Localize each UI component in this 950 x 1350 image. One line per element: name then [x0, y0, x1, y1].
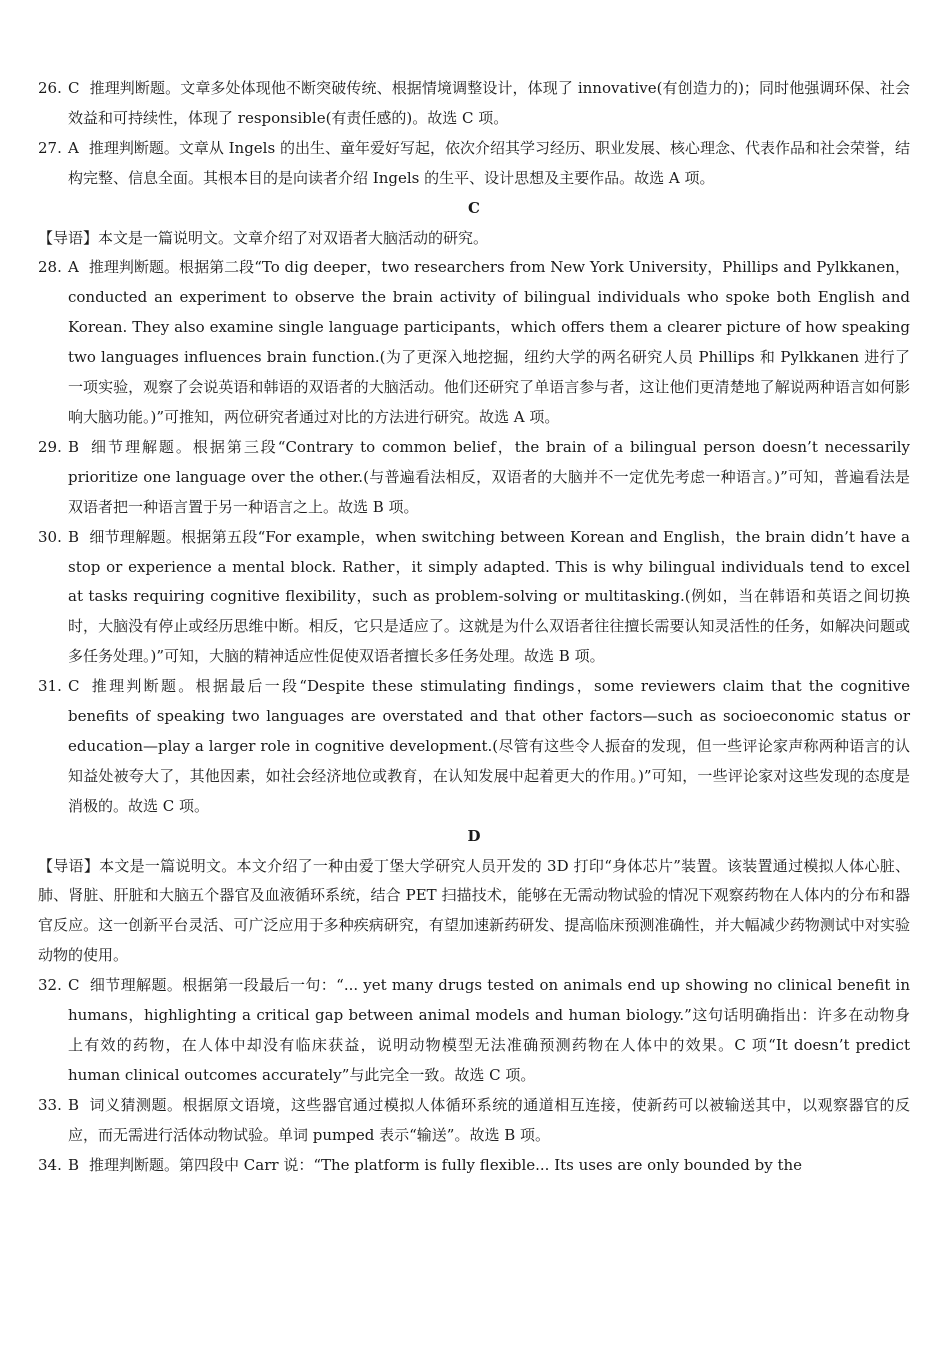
- intro-tag: 【导语】: [38, 228, 99, 247]
- explanation-text: 推理判断题。根据第二段“To dig deeper，two researchers from New York University，Phillips and Pylkkanen，conducted an experiment to observe the brain activity of bilingual individuals who spoke both English and Korean. They also examine single language participants，which offers them a clearer picture of how speaking two languages influences brain function.(为了更深入地挖掘，纽约大学的两名研究人员 Phillips 和 Pylkkanen 进行了一项实验，观察了会说英语和韩语的双语者的大脑活动。他们还研究了单语言参与者，这让他们更清楚地了解说两种语言如何影响大脑功能。)”可推知，两位研究者通过对比的方法进行研究。故选 A 项。: [68, 258, 910, 426]
- question-explanation: [38, 672, 910, 822]
- question-number: 26.: [38, 79, 62, 97]
- question-number: 30.: [38, 527, 62, 546]
- section-heading: C: [468, 198, 480, 217]
- answer-letter: B: [68, 1095, 80, 1114]
- explanation-text: 推理判断题。第四段中 Carr 说：“The platform is fully flexible... Its uses are only bounded by the: [89, 1155, 803, 1174]
- question-explanation: [38, 523, 910, 673]
- question-number: 27.: [38, 138, 62, 157]
- question-number: 28.: [38, 258, 62, 277]
- answer-letter: C: [68, 677, 80, 696]
- answer-letter: C: [68, 79, 80, 97]
- section-heading: D: [467, 826, 481, 845]
- explanation-text: 细节理解题。根据第一段最后一句：“... yet many drugs tested on animals end up showing no clinical benefit in humans，highlighting a critical gap between animal models and human biology.”这句话明确指出：许多在动物身上有效的药物，在人体中却没有临床获益，说明动物模型无法准确预测药物在人体中的效果。C 项“It doesn’t predict human clinical outcomes accurately”与此完全一致。故选 C 项。: [68, 976, 910, 1084]
- intro-text: 本文是一篇说明文。本文介绍了一种由爱丁堡大学研究人员开发的 3D 打印“身体芯片”装置。该装置通过模拟人体心脏、肺、肾脏、肝脏和大脑五个器官及血液循环系统，结合 PET 扫描技术，能够在无需动物试验的情况下观察药物在人体内的分布和器官反应。这一创新平台灵活、可广泛应用于多种疾病研究，有望加速新药研发、提高临床预测准确性，并大幅减少药物测试中对实验动物的使用。: [38, 856, 910, 965]
- answer-letter: B: [68, 437, 80, 456]
- answer-letter: A: [68, 138, 79, 157]
- answer-letter: B: [68, 527, 80, 546]
- question-explanation: [38, 1091, 910, 1151]
- answer-letter: B: [68, 1155, 80, 1174]
- passage-intro: [38, 852, 910, 972]
- question-explanation: [38, 134, 910, 194]
- question-explanation: [38, 253, 910, 432]
- explanation-text: 细节理解题。根据第三段“Contrary to common belief，the brain of a bilingual person doesn’t necessarily prioritize one language over the other.(与普遍看法相反，双语者的大脑并不一定优先考虑一种语言。)”可知，普遍看法是双语者把一种语言置于另一种语言之上。故选 B 项。: [68, 437, 910, 516]
- answer-explanation-page: [38, 74, 910, 1181]
- explanation-text: 细节理解题。根据第五段“For example，when switching between Korean and English，the brain didn’t have a stop or experience a mental block. Rather，it simply adapted. This is why bilingual individuals tend to excel at tasks requiring cognitive flexibility，such as problem-solving or multitasking.(例如，当在韩语和英语之间切换时，大脑没有停止或经历思维中断。相反，它只是适应了。这就是为什么双语者往往擅长需要认知灵活性的任务，如解决问题或多任务处理。)”可知，大脑的精神适应性促使双语者擅长多任务处理。故选 B 项。: [68, 527, 910, 666]
- intro-tag: 【导语】: [38, 856, 100, 875]
- passage-intro: [38, 224, 910, 254]
- question-number: 32.: [38, 976, 62, 995]
- question-explanation: [38, 433, 910, 523]
- explanation-text: 词义猜测题。根据原文语境，这些器官通过模拟人体循环系统的通道相互连接，使新药可以被输送其中，以观察器官的反应，而无需进行活体动物试验。单词 pumped 表示“输送”。故选 B 项。: [68, 1095, 910, 1144]
- question-number: 33.: [38, 1095, 62, 1114]
- question-number: 29.: [38, 437, 62, 456]
- explanation-text: 推理判断题。文章多处体现他不断突破传统、根据情境调整设计，体现了 innovative(有创造力的)；同时他强调环保、社会效益和可持续性，体现了 responsible(有责任感的)。故选 C 项。: [68, 79, 910, 127]
- question-explanation: [38, 74, 910, 134]
- answer-letter: C: [68, 976, 80, 995]
- answer-letter: A: [68, 258, 79, 277]
- explanation-text: 推理判断题。文章从 Ingels 的出生、童年爱好写起，依次介绍其学习经历、职业发展、核心理念、代表作品和社会荣誉，结构完整、信息全面。其根本目的是向读者介绍 Ingels 的生平、设计思想及主要作品。故选 A 项。: [68, 138, 910, 187]
- question-explanation: [38, 971, 910, 1091]
- question-explanation: [38, 1151, 910, 1181]
- question-number: 31.: [38, 677, 62, 696]
- explanation-text: 推理判断题。根据最后一段“Despite these stimulating findings，some reviewers claim that the cognitive benefits of speaking two languages are overstated and that other factors—such as socioeconomic status or education—play a larger role in cognitive development.(尽管有这些令人振奋的发现，但一些评论家声称两种语言的认知益处被夸大了，其他因素，如社会经济地位或教育，在认知发展中起着更大的作用。)”可知，一些评论家对这些发现的态度是消极的。故选 C 项。: [68, 677, 910, 815]
- question-number: 34.: [38, 1155, 62, 1174]
- intro-text: 本文是一篇说明文。文章介绍了对双语者大脑活动的研究。: [98, 228, 489, 247]
